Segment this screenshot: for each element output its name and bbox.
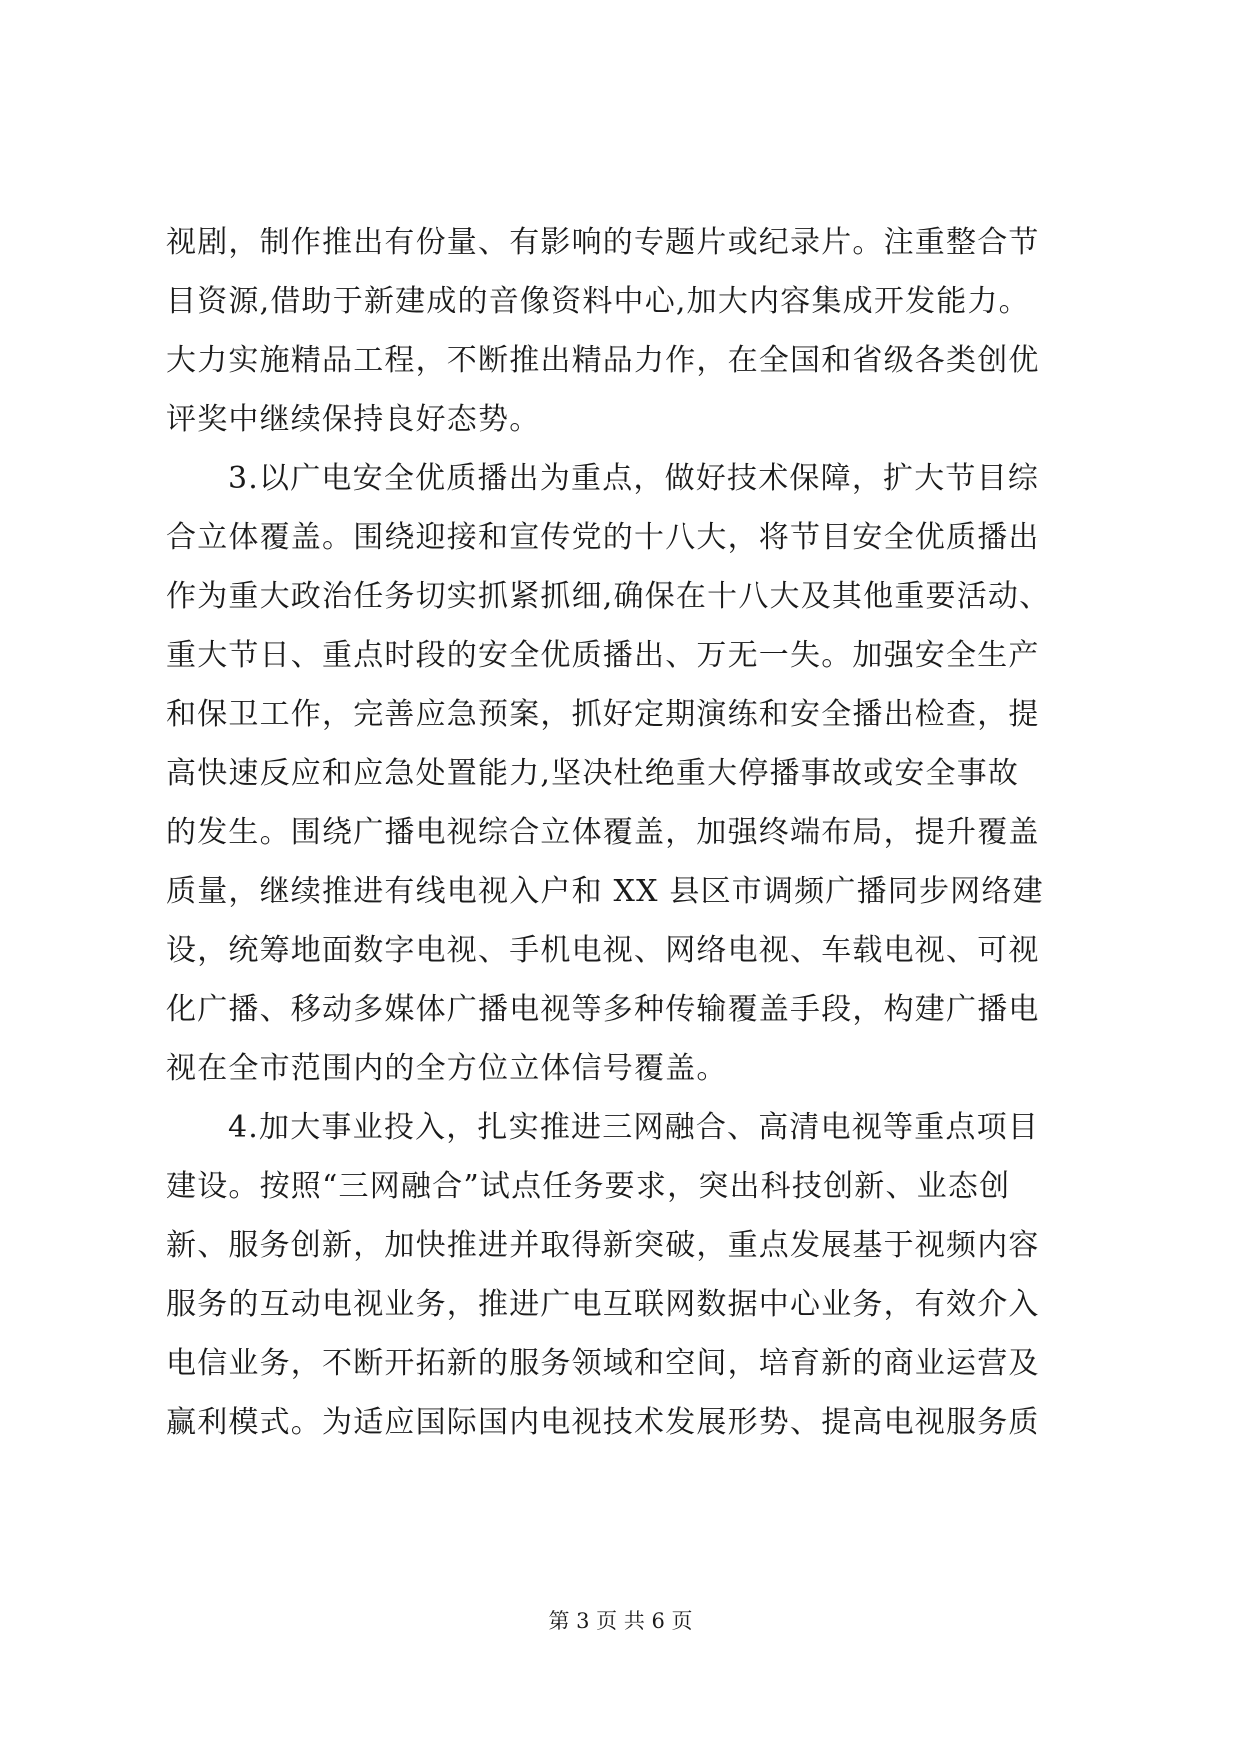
text-line: 目资源,借助于新建成的音像资料中心,加大内容集成开发能力。 [166,284,1030,319]
text-line: 化广播、移动多媒体广播电视等多种传输覆盖手段，构建广播电 [166,992,1040,1027]
text-line: 建设。按照“三网融合”试点任务要求，突出科技创新、业态创 [166,1169,1011,1204]
text-line: 评奖中继续保持良好态势。 [166,402,541,437]
text-line: 电信业务，不断开拓新的服务领域和空间，培育新的商业运营及 [166,1346,1040,1381]
text-line: 视在全市范围内的全方位立体信号覆盖。 [166,1051,728,1086]
text-line: 设，统筹地面数字电视、手机电视、网络电视、车载电视、可视 [166,933,1040,968]
text-line: 作为重大政治任务切实抓紧抓细,确保在十八大及其他重要活动、 [166,579,1051,614]
paragraph-3-first-line: 3.以广电安全优质播出为重点，做好技术保障，扩大节目综 [228,461,1040,496]
text-line: 重大节日、重点时段的安全优质播出、万无一失。加强安全生产 [166,638,1040,673]
page-number-footer: 第 3 页 共 6 页 [548,1609,693,1633]
paragraph-4-first-line: 4.加大事业投入，扎实推进三网融合、高清电视等重点项目 [228,1110,1040,1145]
text-line: 的发生。围绕广播电视综合立体覆盖，加强终端布局，提升覆盖 [166,815,1040,850]
text-line: 新、服务创新，加快推进并取得新突破，重点发展基于视频内容 [166,1228,1040,1263]
text-line: 和保卫工作，完善应急预案，抓好定期演练和安全播出检查，提 [166,697,1040,732]
text-line: 赢利模式。为适应国际国内电视技术发展形势、提高电视服务质 [166,1405,1040,1440]
text-line: 服务的互动电视业务，推进广电互联网数据中心业务，有效介入 [166,1287,1040,1322]
text-line: 合立体覆盖。围绕迎接和宣传党的十八大，将节目安全优质播出 [166,520,1040,555]
text-line: 大力实施精品工程，不断推出精品力作，在全国和省级各类创优 [166,343,1040,378]
text-line: 视剧，制作推出有份量、有影响的专题片或纪录片。注重整合节 [166,225,1040,260]
text-line: 高快速反应和应急处置能力,坚决杜绝重大停播事故或安全事故 [166,756,1020,791]
text-line: 质量，继续推进有线电视入户和 XX 县区市调频广播同步网络建 [166,874,1044,909]
